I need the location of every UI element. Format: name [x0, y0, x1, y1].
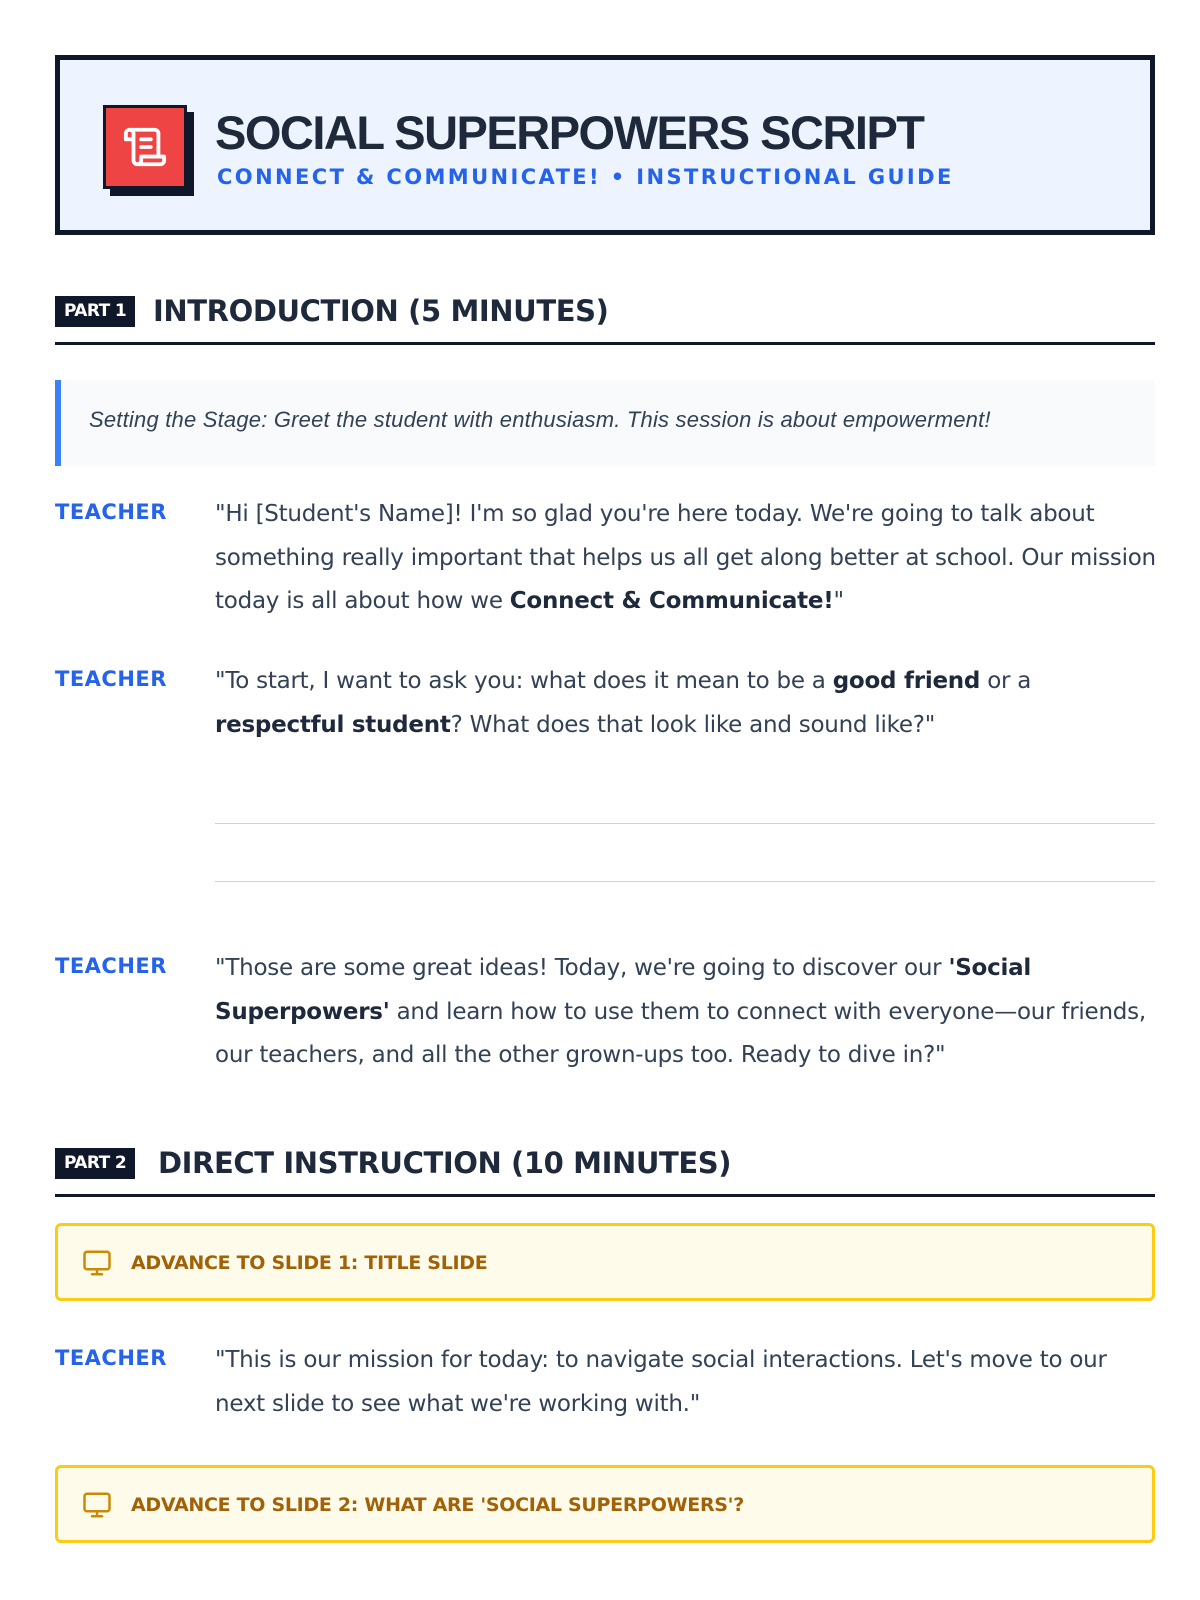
header-card: [55, 55, 1155, 235]
slide-cue-label: ADVANCE TO SLIDE 2: WHAT ARE 'SOCIAL SUPERPOWERS'?: [131, 1494, 744, 1516]
section-header-part-1: [55, 296, 1155, 345]
stage-note: Setting the Stage: Greet the student with enthusiasm. This session is about empowerment!: [55, 380, 1155, 466]
speaker-label: TEACHER: [55, 500, 167, 524]
speech-text: "To start, I want to ask you: what does it mean to be a good friend or a respectful student? What does that look like and sound like?": [215, 668, 1032, 738]
page-title: SOCIAL SUPERPOWERS SCRIPT: [215, 106, 924, 159]
speech-text: "Hi [Student's Name]! I'm so glad you're here today. We're going to talk about something really important that helps us all get along better at school. Our mission today is all about how we Connect & Communicate!": [215, 501, 1156, 614]
answer-line[interactable]: [215, 823, 1155, 824]
scroll-icon-badge: [103, 105, 187, 189]
section-title: DIRECT INSTRUCTION (10 MINUTES): [158, 1146, 732, 1180]
scroll-icon: [122, 124, 168, 170]
speech-text: "Those are some great ideas! Today, we're going to discover our 'Social Superpowers' and learn how to use them to connect with everyone—our friends, our teachers, and all the other grown-ups too. Ready to dive in?": [215, 955, 1146, 1068]
page-subtitle: CONNECT & COMMUNICATE! • INSTRUCTIONAL GUIDE: [217, 165, 954, 189]
slide-cue: [55, 1465, 1155, 1543]
speaker-label: TEACHER: [55, 667, 167, 691]
part-badge: PART 2: [55, 1148, 135, 1179]
speech-text: "This is our mission for today: to navigate social interactions. Let's move to our next slide to see what we're working with.": [215, 1347, 1107, 1417]
speaker-label: TEACHER: [55, 954, 167, 978]
answer-line[interactable]: [215, 881, 1155, 882]
slide-cue-label: ADVANCE TO SLIDE 1: TITLE SLIDE: [131, 1252, 488, 1274]
monitor-icon: [82, 1248, 112, 1278]
monitor-icon: [82, 1490, 112, 1520]
section-title: INTRODUCTION (5 MINUTES): [153, 294, 609, 328]
speaker-label: TEACHER: [55, 1346, 167, 1370]
part-badge: PART 1: [55, 296, 135, 327]
section-header-part-2: [55, 1148, 1155, 1197]
slide-cue: [55, 1223, 1155, 1301]
